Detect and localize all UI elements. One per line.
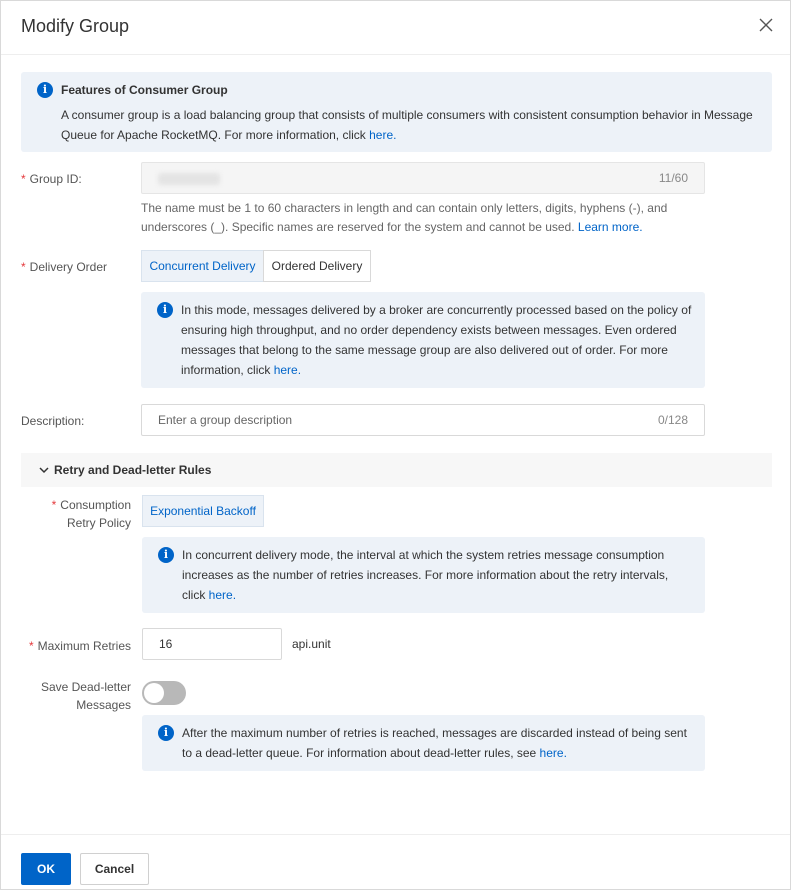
group-id-count: 11/60: [658, 171, 688, 185]
info-icon: i: [37, 82, 53, 98]
exponential-backoff-option[interactable]: Exponential Backoff: [142, 495, 264, 527]
group-id-label: * Group ID:: [21, 172, 82, 186]
close-icon[interactable]: [756, 15, 776, 35]
delivery-order-here-link[interactable]: here.: [273, 363, 302, 377]
concurrent-delivery-option[interactable]: Concurrent Delivery: [141, 250, 264, 282]
dialog-header: [1, 1, 790, 55]
group-id-help: [141, 199, 701, 237]
delivery-order-label: * Delivery Order: [21, 260, 108, 274]
retry-policy-label: * Consumption Retry Policy: [51, 498, 131, 530]
info-icon: i: [157, 302, 173, 318]
features-title: Features of Consumer Group: [61, 83, 228, 97]
max-retries-input[interactable]: [142, 628, 282, 660]
retry-policy-info-box: [142, 537, 705, 613]
features-info-box: [21, 72, 772, 152]
retry-policy-info-text: [182, 545, 692, 605]
features-here-link[interactable]: here.: [369, 128, 397, 142]
max-retries-value: 16: [159, 637, 173, 651]
dead-letter-here-link[interactable]: here.: [539, 746, 567, 760]
dead-letter-info-text: [182, 723, 697, 763]
ordered-delivery-option[interactable]: Ordered Delivery: [263, 250, 371, 282]
description-label: Description:: [21, 414, 85, 428]
info-icon: i: [158, 725, 174, 741]
dead-letter-label: Save Dead-letter Messages: [40, 680, 131, 712]
retry-section-title: Retry and Dead-letter Rules: [54, 463, 212, 477]
group-id-input[interactable]: [141, 162, 705, 194]
max-retries-label: * Maximum Retries: [28, 639, 131, 653]
dead-letter-info-box: [142, 715, 705, 771]
retry-policy-here-link[interactable]: here.: [208, 588, 237, 602]
description-placeholder: Enter a group description: [158, 413, 293, 427]
info-icon: i: [158, 547, 174, 563]
toggle-knob: [144, 683, 164, 703]
features-description: A consumer group is a load balancing group that consists of multiple consumers with consistent consumption behavior in Message Queue for Apache RocketMQ. For more information, click: [61, 108, 753, 142]
delivery-order-info-box: [141, 292, 705, 388]
description-count: 0/128: [657, 413, 688, 427]
dialog-title: Modify Group: [21, 16, 130, 36]
group-id-help-text: The name must be 1 to 60 characters in length and can contain only letters, digits, hyphens (-), and underscores (_). Specific names are reserved for the system and cannot be used.: [141, 201, 668, 234]
description-input[interactable]: [141, 404, 705, 436]
max-retries-unit: api.unit: [292, 637, 331, 651]
dead-letter-info-description: After the maximum number of retries is reached, messages are discarded instead of being sent to a dead-letter queue. For information about dead-letter rules, see: [182, 726, 687, 760]
chevron-down-icon: [38, 464, 50, 476]
group-id-redacted-value: [158, 173, 220, 185]
dead-letter-toggle[interactable]: [142, 681, 186, 705]
learn-more-link[interactable]: Learn more.: [577, 220, 643, 234]
delivery-order-info-text: [181, 300, 696, 380]
ok-button[interactable]: OK: [21, 853, 71, 885]
retry-section-header[interactable]: [21, 453, 772, 487]
footer-divider: [1, 834, 790, 835]
cancel-button[interactable]: Cancel: [80, 853, 149, 885]
retry-policy-info-description: In concurrent delivery mode, the interval at which the system retries message consumption increases as the number of retries increases. For more information about the retry intervals, click: [182, 548, 669, 602]
features-text: [61, 105, 761, 145]
delivery-order-info-description: In this mode, messages delivered by a broker are concurrently processed based on the policy of ensuring high throughput, and no order dependency exists between messages. Even ordered messages that belong to the same message group are also delivered out of order. For more information, click: [181, 303, 692, 377]
